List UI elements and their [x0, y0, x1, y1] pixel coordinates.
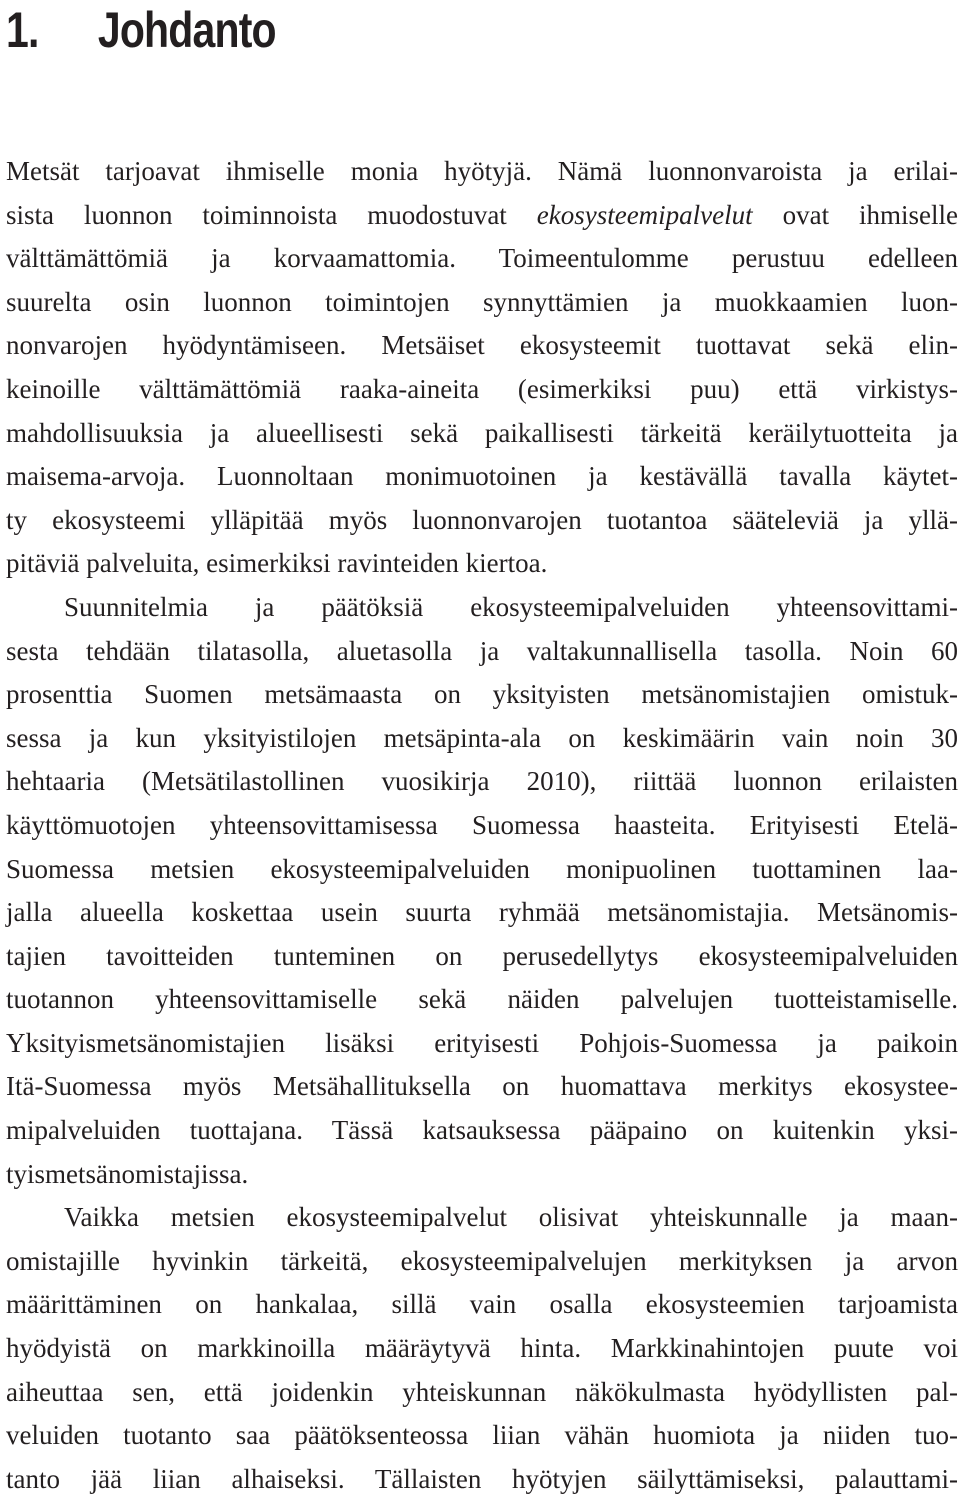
text-line: veluiden tuotanto saa päätöksenteossa liian vähän huomiota ja niiden tuo- [6, 1420, 958, 1451]
text-line: aiheuttaa sen, että joidenkin yhteiskunnan näkökulmasta hyödyllisten pal- [6, 1376, 958, 1407]
text-line: Vaikka metsien ekosysteemipalvelut olisivat yhteiskunnalle ja maan- [64, 1202, 958, 1233]
text-line: tajien tavoitteiden tunteminen on perusedellytys ekosysteemipalveluiden [6, 940, 958, 971]
text-line: hyödyistä on markkinoilla määräytyvä hinta. Markkinahintojen puute voi [6, 1333, 958, 1364]
text-line: tuotannon yhteensovittamiselle sekä näiden palvelujen tuotteistamiselle. [6, 984, 958, 1015]
paragraph [6, 586, 958, 1196]
text-line: pitäviä palveluita, esimerkiksi ravinteiden kiertoa. [6, 548, 548, 579]
chapter-number: 1. [6, 2, 39, 58]
text-line: jalla alueella koskettaa usein suurta ryhmää metsänomistajia. Metsänomis- [6, 897, 958, 928]
text-line: nonvarojen hyödyntämiseen. Metsäiset ekosysteemit tuottavat sekä elin- [6, 330, 958, 361]
text-line: Suomessa metsien ekosysteemipalveluiden monipuolinen tuottaminen laa- [6, 853, 958, 884]
text-line: ty ekosysteemi ylläpitää myös luonnonvarojen tuotantoa sääteleviä ja yllä- [6, 504, 958, 535]
text-line: Suunnitelmia ja päätöksiä ekosysteemipalveluiden yhteensovittami- [64, 591, 958, 622]
chapter-heading [6, 0, 276, 60]
text-line: prosenttia Suomen metsämaasta on yksityisten metsänomistajien omistuk- [6, 679, 958, 710]
text-line: Yksityismetsänomistajien lisäksi erityisesti Pohjois-Suomessa ja paikoin [6, 1027, 958, 1058]
text-line: Itä-Suomessa myös Metsähallituksella on huomattava merkitys ekosystee- [6, 1071, 958, 1102]
text-line: tanto jää liian alhaiseksi. Tällaisten hyötyjen säilyttämiseksi, palauttami- [6, 1463, 958, 1494]
paragraph [6, 1196, 958, 1501]
chapter-title: Johdanto [97, 2, 276, 58]
text-line: käyttömuotojen yhteensovittamisessa Suomessa haasteita. Erityisesti Etelä- [6, 809, 958, 840]
text-line: Metsät tarjoavat ihmiselle monia hyötyjä. Nämä luonnonvaroista ja erilai- [6, 156, 958, 186]
text-line: välttämättömiä ja korvaamattomia. Toimeentulomme perustuu edelleen [6, 243, 958, 274]
text-line: tyismetsänomistajissa. [6, 1158, 249, 1189]
text-line: omistajille hyvinkin tärkeitä, ekosysteemipalvelujen merkityksen ja arvon [6, 1245, 958, 1276]
text-line: keinoille välttämättömiä raaka-aineita (esimerkiksi puu) että virkistys- [6, 373, 958, 404]
body-text [6, 150, 958, 1501]
text-line: maisema-arvoja. Luonnoltaan monimuotoinen ja kestävällä tavalla käytet- [6, 461, 958, 492]
text-line: määrittäminen on hankalaa, sillä vain osalla ekosysteemien tarjoamista [6, 1289, 958, 1320]
text-line: suurelta osin luonnon toimintojen synnyttämien ja muokkaamien luon- [6, 286, 958, 317]
text-line: sessa ja kun yksityistilojen metsäpinta-ala on keskimäärin vain noin 30 [6, 722, 958, 753]
text-line: sesta tehdään tilatasolla, aluetasolla ja valtakunnallisella tasolla. Noin 60 [6, 635, 958, 666]
text-line: hehtaaria (Metsätilastollinen vuosikirja 2010), riittää luonnon erilaisten [6, 766, 958, 797]
emphasis-term: ekosysteemipalvelut [536, 199, 753, 230]
text-line: sista luonnon toiminnoista muodostuvat ekosysteemipalvelut ovat ihmiselle [6, 199, 959, 230]
text-line: mipalveluiden tuottajana. Tässä katsauksessa pääpaino on kuitenkin yksi- [6, 1115, 958, 1146]
paragraph [6, 150, 958, 586]
text-line: mahdollisuuksia ja alueellisesti sekä paikallisesti tärkeitä keräilytuotteita ja [6, 417, 958, 448]
